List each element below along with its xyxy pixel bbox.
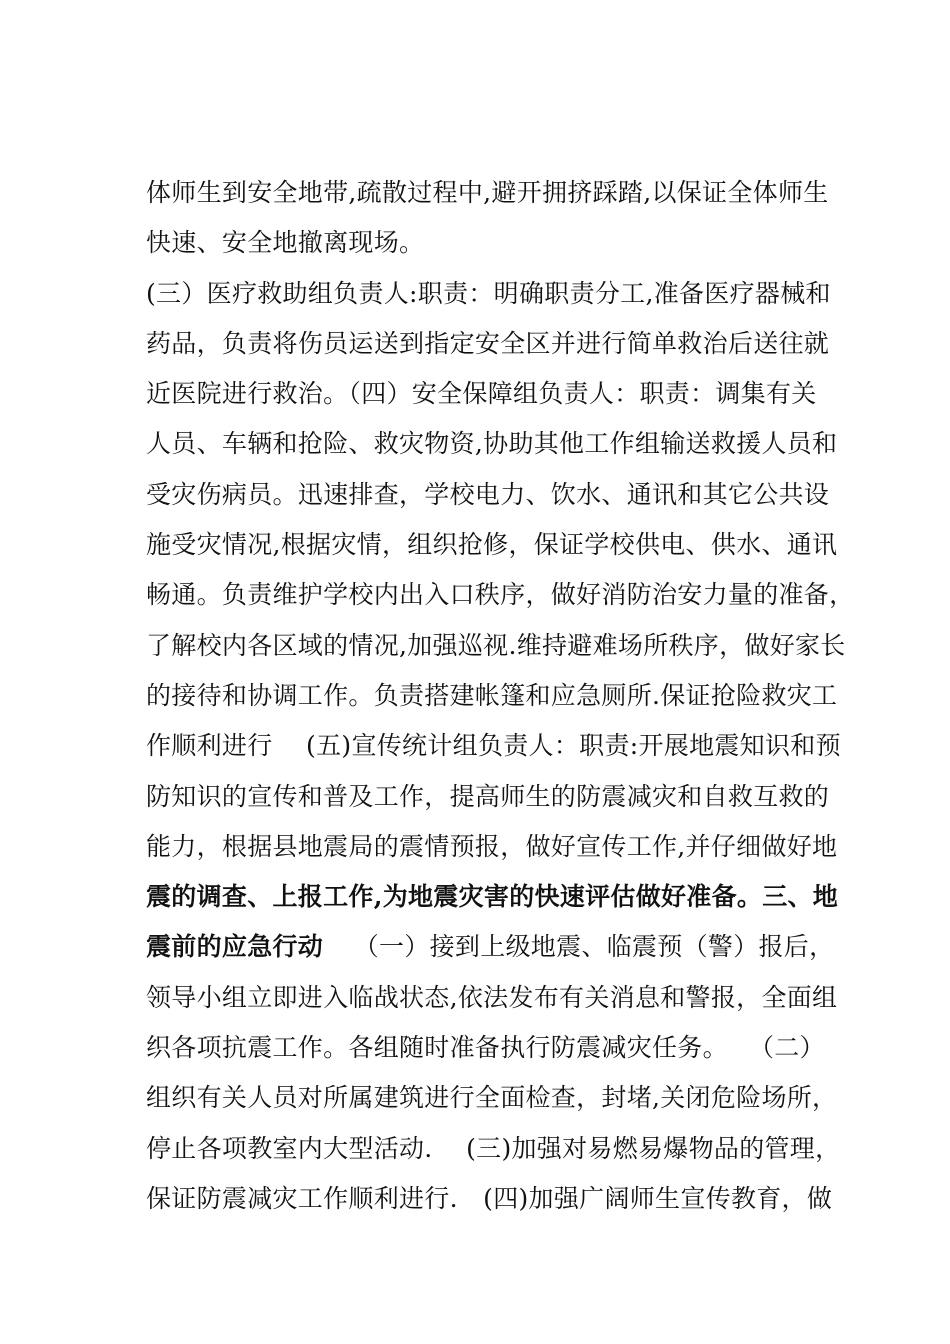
text-line: 药品，负责将伤员运送到指定安全区并进行简单救治后送往就 bbox=[146, 328, 830, 358]
text-line: 组织有关人员对所属建筑进行全面检查，封堵,关闭危险场所， bbox=[146, 1083, 838, 1113]
text-line: 的接待和协调工作。负责搭建帐篷和应急厕所.保证抢险救灾工 bbox=[146, 680, 838, 710]
text-line: 了解校内各区域的情况,加强巡视.维持避难场所秩序，做好家长 bbox=[146, 630, 846, 660]
text-line: 停止各项教室内大型活动. (三)加强对易燃易爆物品的管理， bbox=[146, 1133, 841, 1163]
section-heading: 震前的应急行动 bbox=[146, 932, 324, 962]
text-line: 震的调查、上报工作,为地震灾害的快速评估做好准备。三、地 bbox=[146, 882, 839, 912]
text-line: 受灾伤病员。迅速排查，学校电力、饮水、通讯和其它公共设 bbox=[146, 479, 830, 509]
body-text bbox=[146, 168, 866, 1224]
text-line: 作顺利进行 (五)宣传统计组负责人：职责:开展地震知识和预 bbox=[146, 731, 841, 761]
text-line: 体师生到安全地带,疏散过程中,避开拥挤踩踏,以保证全体师生 bbox=[146, 178, 829, 207]
text-line: 保证防震减灾工作顺利进行. (四)加强广阔师生宣传教育，做 bbox=[146, 1183, 833, 1213]
text-span: （一）接到上级地震、临震预（警）报后， bbox=[353, 932, 835, 962]
text-line: 人员、车辆和抢险、救灾物资,协助其他工作组输送救援人员和 bbox=[146, 429, 838, 459]
text-line: 近医院进行救治。（四）安全保障组负责人：职责：调集有关 bbox=[146, 379, 817, 409]
text-line: 快速、安全地撤离现场。 bbox=[146, 228, 425, 258]
text-line: 领导小组立即进入临战状态,依法发布有关消息和警报，全面组 bbox=[146, 982, 838, 1012]
text-line: 畅通。负责维护学校内出入口秩序，做好消防治安力量的准备， bbox=[146, 580, 855, 610]
text-line: 织各项抗震工作。各组随时准备执行防震减灾任务。 （二） bbox=[146, 1033, 825, 1063]
text-line: 能力，根据县地震局的震情预报，做好宣传工作,并仔细做好地 bbox=[146, 831, 838, 861]
text-line: 防知识的宣传和普及工作，提高师生的防震减灾和自救互救的 bbox=[146, 781, 830, 811]
text-line: (三）医疗救助组负责人:职责：明确职责分工,准备医疗器械和 bbox=[146, 278, 831, 308]
text-line: 施受灾情况,根据灾情，组织抢修，保证学校供电、供水、通讯 bbox=[146, 530, 838, 560]
text-span bbox=[323, 932, 354, 961]
text-line bbox=[146, 922, 866, 972]
